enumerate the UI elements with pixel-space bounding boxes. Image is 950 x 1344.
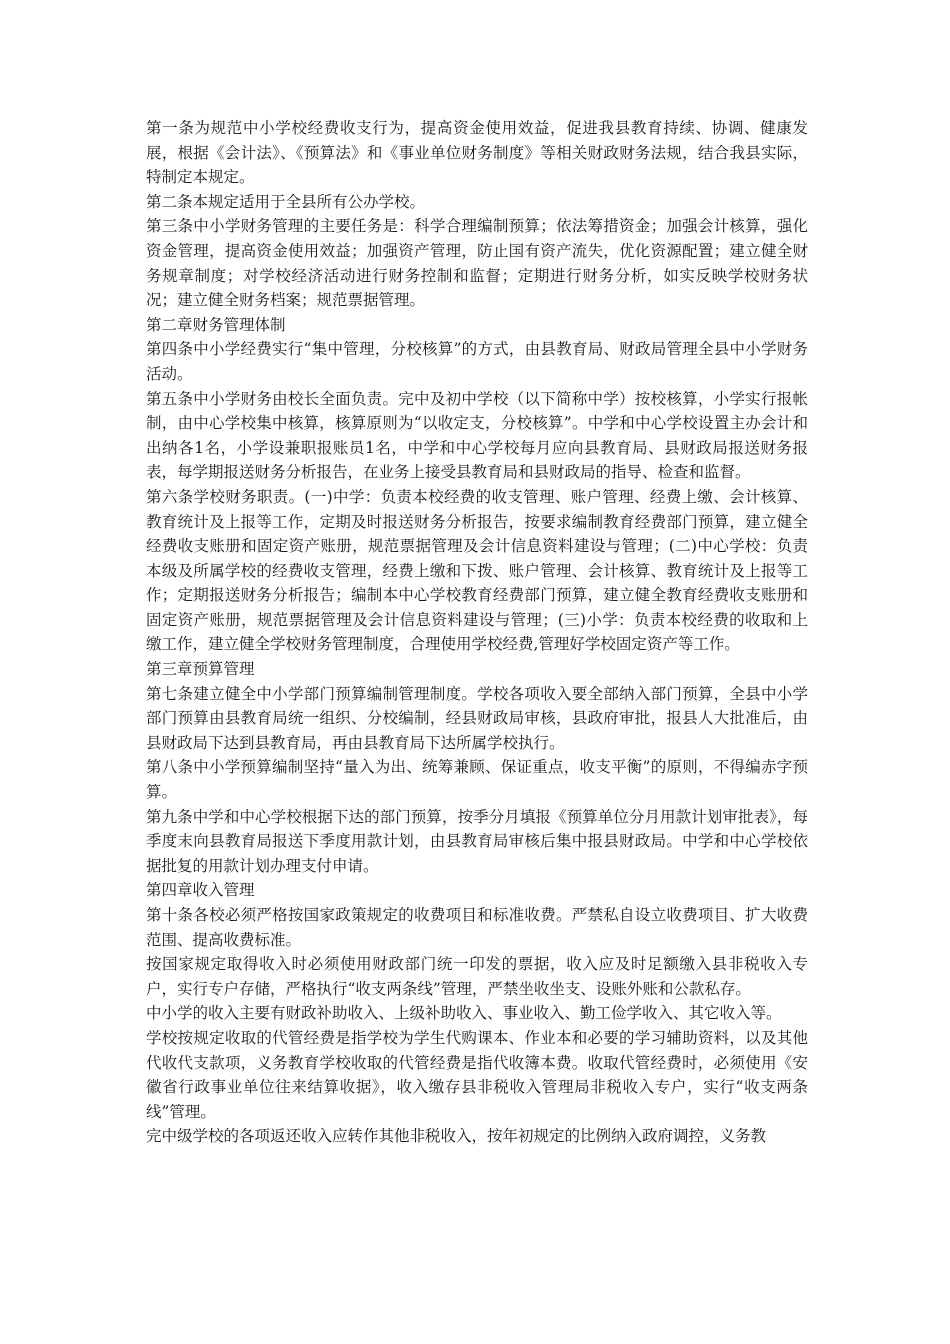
article-2-paragraph: 第二条本规定适用于全县所有公办学校。 (146, 192, 426, 211)
refund-income-paragraph: 完中级学校的各项返还收入应转作其他非税收入，按年初规定的比例纳入政府调控，义务教 (146, 1127, 767, 1146)
document-body (146, 116, 808, 1149)
article-10-paragraph: 第十条各校必须严格按国家政策规定的收费项目和标准收费。严禁私自设立收费项目、扩大收费范围、提高收费标准。 (146, 906, 808, 949)
article-3-paragraph: 第三条中小学财务管理的主要任务是：科学合理编制预算；依法筹措资金；加强会计核算，强化资金管理，提高资金使用效益；加强资产管理，防止国有资产流失，优化资源配置；建立健全财务规章制度；对学校经济活动进行财务控制和监督；定期进行财务分析，如实反映学校财务状况；建立健全财务档案；规范票据管理。 (146, 217, 808, 310)
chapter-3-heading: 第三章预算管理 (146, 660, 255, 679)
article-7-paragraph: 第七条建立健全中小学部门预算编制管理制度。学校各项收入要全部纳入部门预算，全县中小学部门预算由县教育局统一组织、分校编制，经县财政局审核，县政府审批，报县人大批准后，由县财政局下达到县教育局，再由县教育局下达所属学校执行。 (146, 684, 808, 752)
article-4-paragraph: 第四条中小学经费实行“集中管理，分校核算”的方式，由县教育局、财政局管理全县中小学财务活动。 (146, 340, 808, 383)
article-9-paragraph: 第九条中学和中心学校根据下达的部门预算，按季分月填报《预算单位分月用款计划审批表》，每季度末向县教育局报送下季度用款计划，由县教育局审核后集中报县财政局。中学和中心学校依据批复的用款计划办理支付申请。 (146, 807, 808, 875)
article-8-paragraph: 第八条中小学预算编制坚持“量入为出、统筹兼顾、保证重点，收支平衡”的原则，不得编赤字预算。 (146, 758, 808, 802)
chapter-4-heading: 第四章收入管理 (146, 881, 255, 900)
article-5-paragraph: 第五条中小学财务由校长全面负责。完中及初中学校（以下简称中学）按校核算，小学实行报帐制，由中心学校集中核算，核算原则为“以收定支，分校核算”。中学和中心学校设置主办会计和出纳各1名，小学设兼职报账员1名，中学和中心学校每月应向县教育局、县财政局报送财务报表，每学期报送财务分析报告，在业务上接受县教育局和县财政局的指导、检查和监督。 (146, 389, 808, 482)
receipt-rules-paragraph: 按国家规定取得收入时必须使用财政部门统一印发的票据，收入应及时足额缴入县非税收入专户，实行专户存储，严格执行“收支两条线”管理，严禁坐收坐支、设账外账和公款私存。 (146, 955, 808, 998)
income-types-paragraph: 中小学的收入主要有财政补助收入、上级补助收入、事业收入、勤工俭学收入、其它收入等。 (146, 1004, 782, 1023)
article-1-paragraph: 第一条为规范中小学校经费收支行为，提高资金使用效益，促进我县教育持续、协调、健康发展，根据《会计法》、《预算法》和《事业单位财务制度》等相关财政财务法规，结合我县实际，特制定本规定。 (146, 119, 808, 187)
custodial-funds-paragraph: 学校按规定收取的代管经费是指学校为学生代购课本、作业本和必要的学习辅助资料，以及其他代收代支款项，义务教育学校收取的代管经费是指代收簿本费。收取代管经费时，必须使用《安徽省行政事业单位往来结算收据》，收入缴存县非税收入管理局非税收入专户，实行“收支两条线”管理。 (146, 1028, 808, 1121)
chapter-2-heading: 第二章财务管理体制 (146, 315, 286, 334)
article-6-paragraph: 第六条学校财务职责。(一)中学：负责本校经费的收支管理、账户管理、经费上缴、会计核算、教育统计及上报等工作，定期及时报送财务分析报告，按要求编制教育经费部门预算，建立健全经费收支账册和固定资产账册，规范票据管理及会计信息资料建设与管理；(二)中心学校：负责本级及所属学校的经费收支管理，经费上缴和下拨、账户管理、会计核算、教育统计及上报等工作；定期报送财务分析报告；编制本中心学校教育经费部门预算，建立健全教育经费收支账册和固定资产账册，规范票据管理及会计信息资料建设与管理；(三)小学：负责本校经费的收取和上缴工作，建立健全学校财务管理制度，合理使用学校经费,管理好学校固定资产等工作。 (146, 487, 808, 654)
